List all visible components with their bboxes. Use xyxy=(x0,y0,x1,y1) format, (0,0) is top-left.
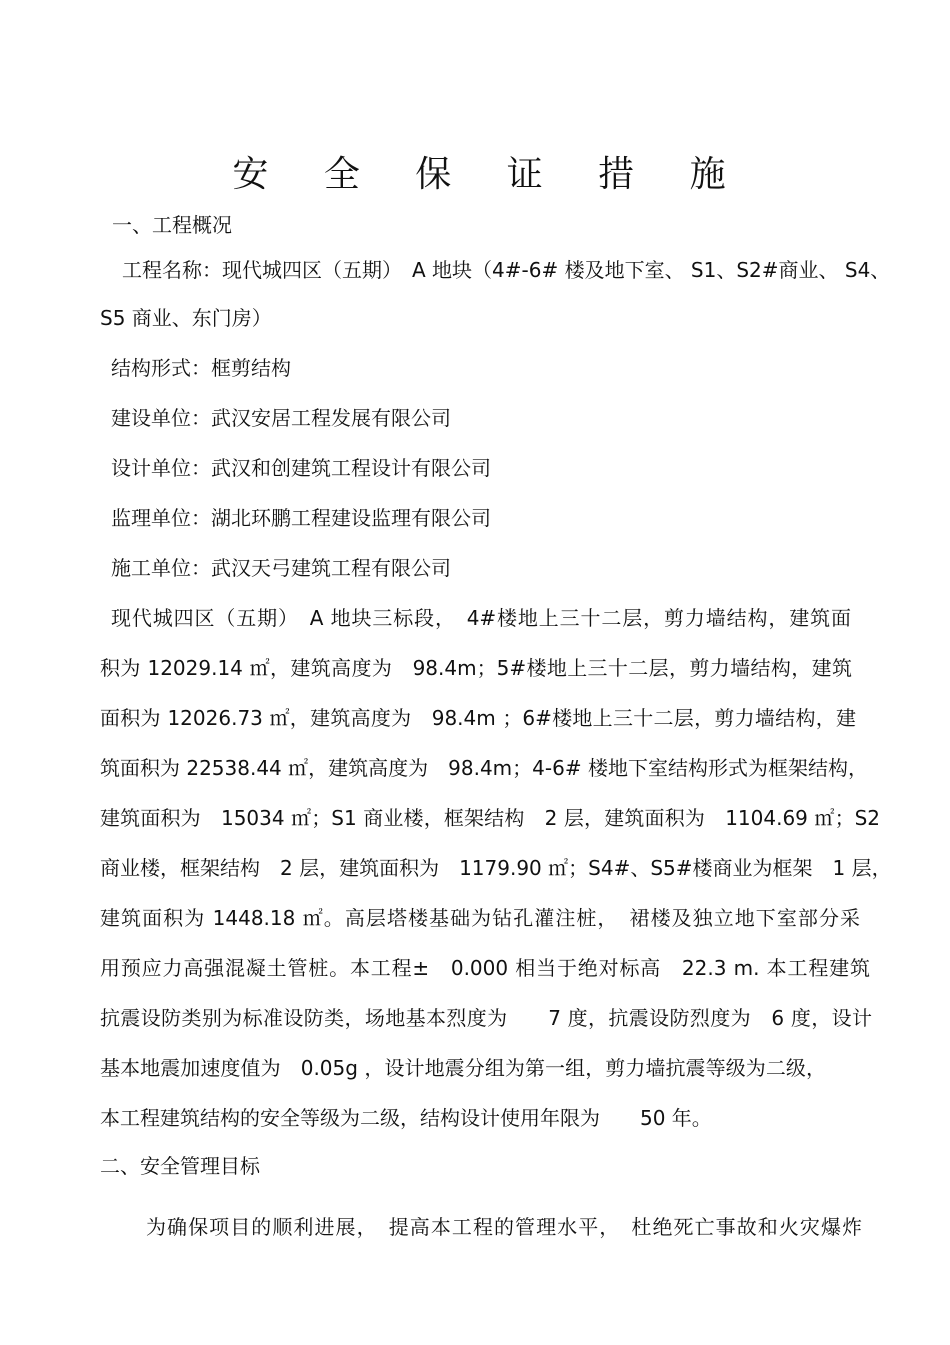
paragraph-line: 为确保项目的顺利进展， 提高本工程的管理水平， 杜绝死亡事故和火灾爆炸 xyxy=(146,1215,862,1239)
description-line: 积为 12029.14 ㎡，建筑高度为 98.4m；5#楼地上三十二层，剪力墙结构，建筑 xyxy=(100,656,852,680)
project-name-line-2: S5 商业、东门房） xyxy=(100,306,272,330)
description-line: 基本地震加速度值为 0.05g ，设计地震分组为第一组，剪力墙抗震等级为二级， xyxy=(100,1056,826,1080)
description-line: 商业楼，框架结构 2 层，建筑面积为 1179.90 ㎡；S4#、S5#楼商业为框架 1 层， xyxy=(100,856,892,880)
project-name-line-1: 工程名称：现代城四区（五期） A 地块（4#-6# 楼及地下室、 S1、S2#商业、 S4、 xyxy=(122,258,891,282)
description-line: 抗震设防类别为标准设防类，场地基本烈度为 7 度，抗震设防烈度为 6 度，设计 xyxy=(100,1006,872,1030)
section-heading-overview: 一、工程概况 xyxy=(112,213,232,237)
structure-type: 结构形式：框剪结构 xyxy=(111,356,291,380)
description-line: 建筑面积为 15034 ㎡；S1 商业楼，框架结构 2 层，建筑面积为 1104.69 ㎡；S2 xyxy=(100,806,880,830)
construction-unit: 施工单位：武汉天弓建筑工程有限公司 xyxy=(111,556,451,580)
description-line: 用预应力高强混凝土管桩。本工程± 0.000 相当于绝对标高 22.3 m. 本工程建筑 xyxy=(100,956,870,980)
design-unit: 设计单位：武汉和创建筑工程设计有限公司 xyxy=(111,456,491,480)
description-line: 面积为 12026.73 ㎡，建筑高度为 98.4m ；6#楼地上三十二层，剪力墙结构，建 xyxy=(100,706,856,730)
description-line: 现代城四区（五期） A 地块三标段， 4#楼地上三十二层，剪力墙结构，建筑面 xyxy=(111,606,851,630)
description-line: 筑面积为 22538.44 ㎡，建筑高度为 98.4m；4-6# 楼地下室结构形式为框架结构， xyxy=(100,756,868,780)
description-line: 本工程建筑结构的安全等级为二级，结构设计使用年限为 50 年。 xyxy=(100,1106,712,1130)
section-heading-safety-goals: 二、安全管理目标 xyxy=(100,1154,260,1178)
description-line: 建筑面积为 1448.18 ㎡。高层塔楼基础为钻孔灌注桩， 裙楼及独立地下室部分采 xyxy=(100,906,860,930)
builder-unit: 建设单位：武汉安居工程发展有限公司 xyxy=(111,406,451,430)
document-title: 安 全 保 证 措 施 xyxy=(232,154,748,195)
supervision-unit: 监理单位：湖北环鹏工程建设监理有限公司 xyxy=(111,506,491,530)
